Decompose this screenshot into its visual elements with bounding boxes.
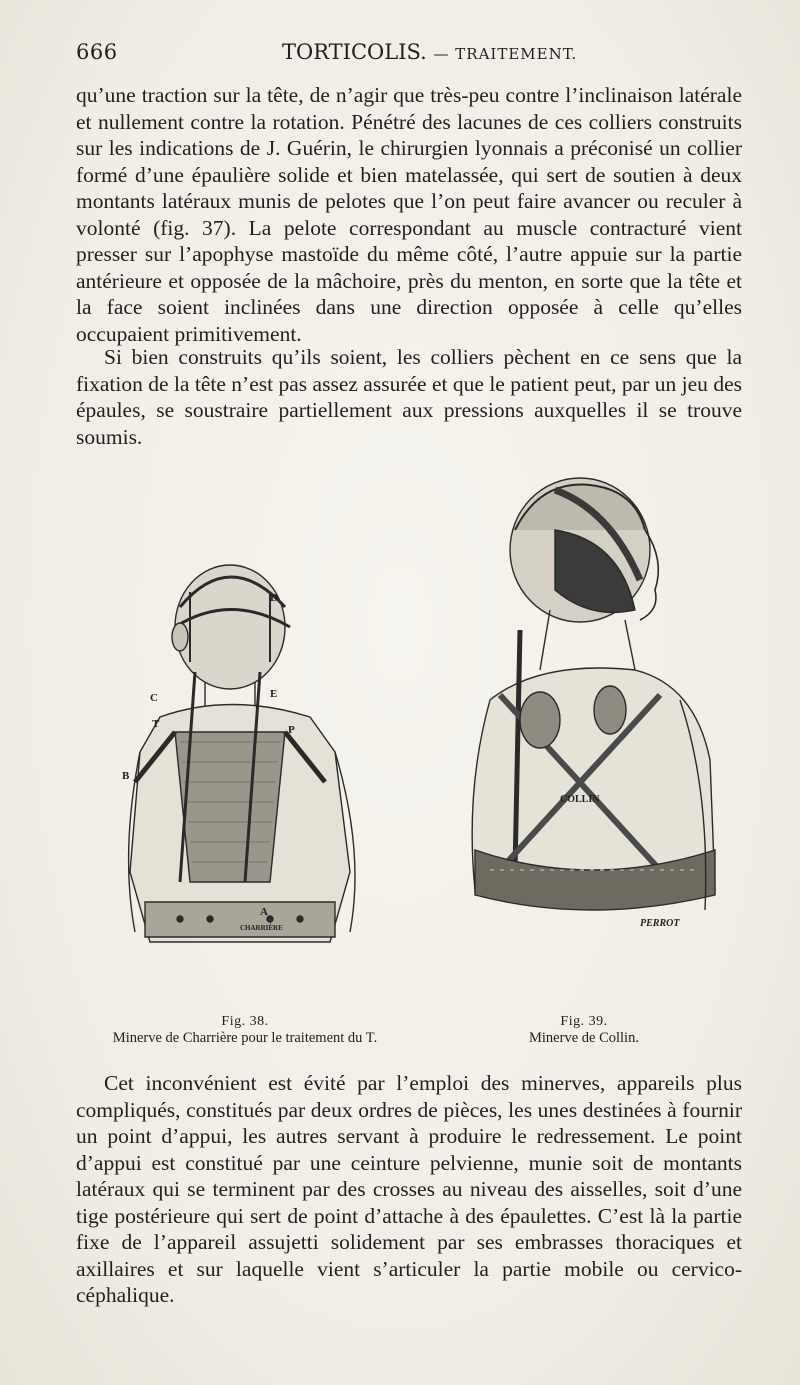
figure-38-label-c: C <box>150 692 158 704</box>
running-header <box>72 40 744 70</box>
paragraph-1: qu’une traction sur la tête, de n’agir que très-peu contre l’inclinaison latérale et nullement contre la rotation. Pénétré des lacunes de ces colliers construits sur les indications de J. Guérin, le chirurgien lyonnais a préconisé un collier formé d’une épaulière solide et bien matelassée, qui sert de soutien à deux montants latéraux munis de pelotes que l’on peut faire avancer ou reculer à volonté (fig. 37). La pelote correspondant au muscle contracturé vient presser sur l’apophyse mastoïde du même côté, l’autre appuie sur la partie antérieure et opposée de la mâchoire, près du menton, en sorte que la tête et la face soient inclinées dans une direction opposée à celle qu’elles occupaient primitivement. <box>76 83 742 346</box>
figure-39-illustration <box>460 470 740 940</box>
figure-39-number: Fig. 39. <box>560 1014 608 1029</box>
figure-38-label-d: D <box>270 592 278 604</box>
page-number: 666 <box>76 40 118 64</box>
figure-38-label-a: A <box>260 906 268 918</box>
paragraph-2: Si bien construits qu’ils soient, les colliers pèchent en ce sens que la fixation de la tête n’est pas assez assurée et que le patient peut, par un jeu des épaules, se soustraire partiellement aux pressions auxquelles il se trouve soumis. <box>76 345 742 449</box>
running-title-sub: — TRAITEMENT. <box>433 45 578 63</box>
figure-38-label-e: E <box>270 688 278 700</box>
figure-38-illustration <box>120 552 420 992</box>
figures-area <box>80 470 740 1010</box>
figure-39-label-collin: COLLIN <box>560 794 600 805</box>
running-title-main: TORTICOLIS. <box>282 40 427 64</box>
figure-38-caption <box>80 1014 410 1047</box>
figure-38-number: Fig. 38. <box>221 1014 269 1029</box>
figure-38-label-t: T <box>152 718 160 730</box>
running-title <box>282 40 577 64</box>
paragraph-3: Cet inconvénient est évité par l’emploi des minerves, appareils plus compliqués, constitués par deux ordres de pièces, les unes destinées à fournir un point d’appui, les autres servant à produire le redressement. Le point d’appui est constitué par une ceinture pelvienne, munie soit de montants latéraux qui se terminent par des crosses au niveau des aisselles, soit d’une tige postérieure qui sert de point d’attache à des épaulettes. C’est là la partie fixe de l’appareil assujetti solidement par ses embrasses thoraciques et axillaires et sur laquelle vient s’articuler la partie mobile ou cervico-céphalique. <box>76 1071 742 1307</box>
collin-minerve-engraving <box>460 470 740 940</box>
figure-38-label-b: B <box>122 770 130 782</box>
figure-38-label-p: P <box>288 724 295 736</box>
figure-39-caption-text: Minerve de Collin. <box>529 1030 639 1046</box>
figure-38-signature: CHARRIÈRE <box>240 924 283 932</box>
figure-39-signature: PERROT <box>640 918 680 929</box>
figure-38-caption-text: Minerve de Charrière pour le traitement du T. <box>112 1030 378 1046</box>
figure-39-caption <box>484 1014 684 1047</box>
